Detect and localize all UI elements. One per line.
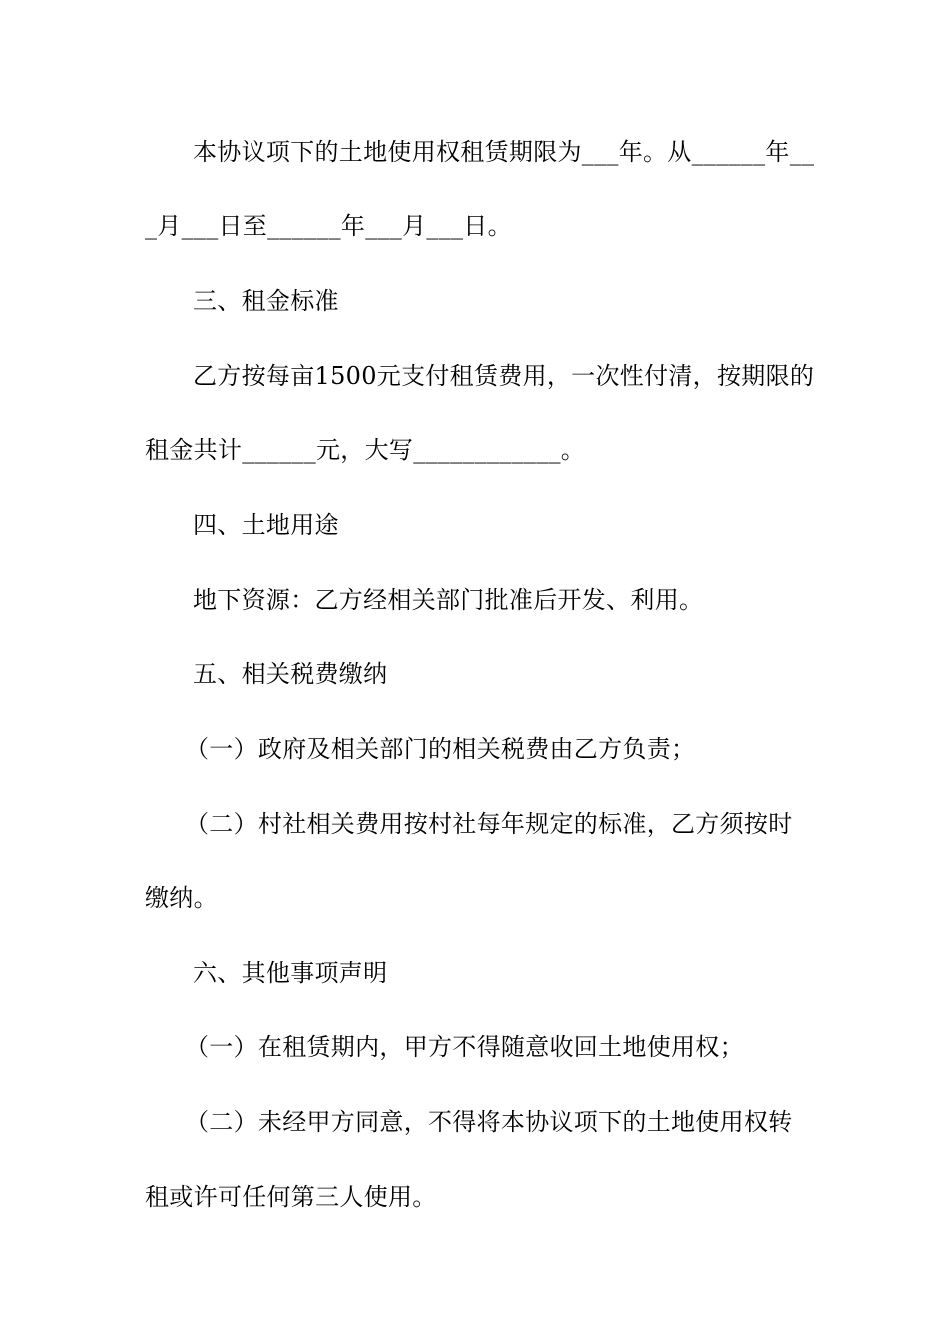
- section-heading-taxes: 五、相关税费缴纳: [193, 660, 388, 688]
- paragraph-lease-term-line-1: 本协议项下的土地使用权租赁期限为___年。从______年__: [193, 138, 815, 166]
- paragraph-rent-line-1: 乙方按每亩1500元支付租赁费用，一次性付清，按期限的: [193, 362, 815, 390]
- paragraph-other-item-2-line-1: （二）未经甲方同意，不得将本协议项下的土地使用权转: [185, 1108, 793, 1136]
- section-heading-rent-standard: 三、租金标准: [193, 287, 339, 315]
- paragraph-lease-term-line-2: _月___日至______年___月___日。: [145, 212, 512, 240]
- paragraph-other-item-1: （一）在租赁期内，甲方不得随意收回土地使用权；: [185, 1033, 744, 1061]
- paragraph-rent-line-2: 租金共计______元，大写____________。: [145, 436, 586, 464]
- section-heading-land-use: 四、土地用途: [193, 511, 339, 539]
- paragraph-other-item-2-line-2: 租或许可任何第三人使用。: [145, 1183, 437, 1211]
- section-heading-other-matters: 六、其他事项声明: [193, 959, 388, 987]
- paragraph-taxes-item-2-line-1: （二）村社相关费用按村社每年规定的标准，乙方须按时: [185, 810, 793, 838]
- paragraph-taxes-item-2-line-2: 缴纳。: [145, 884, 218, 912]
- paragraph-taxes-item-1: （一）政府及相关部门的相关税费由乙方负责；: [185, 735, 696, 763]
- paragraph-land-use: 地下资源：乙方经相关部门批准后开发、利用。: [193, 586, 704, 614]
